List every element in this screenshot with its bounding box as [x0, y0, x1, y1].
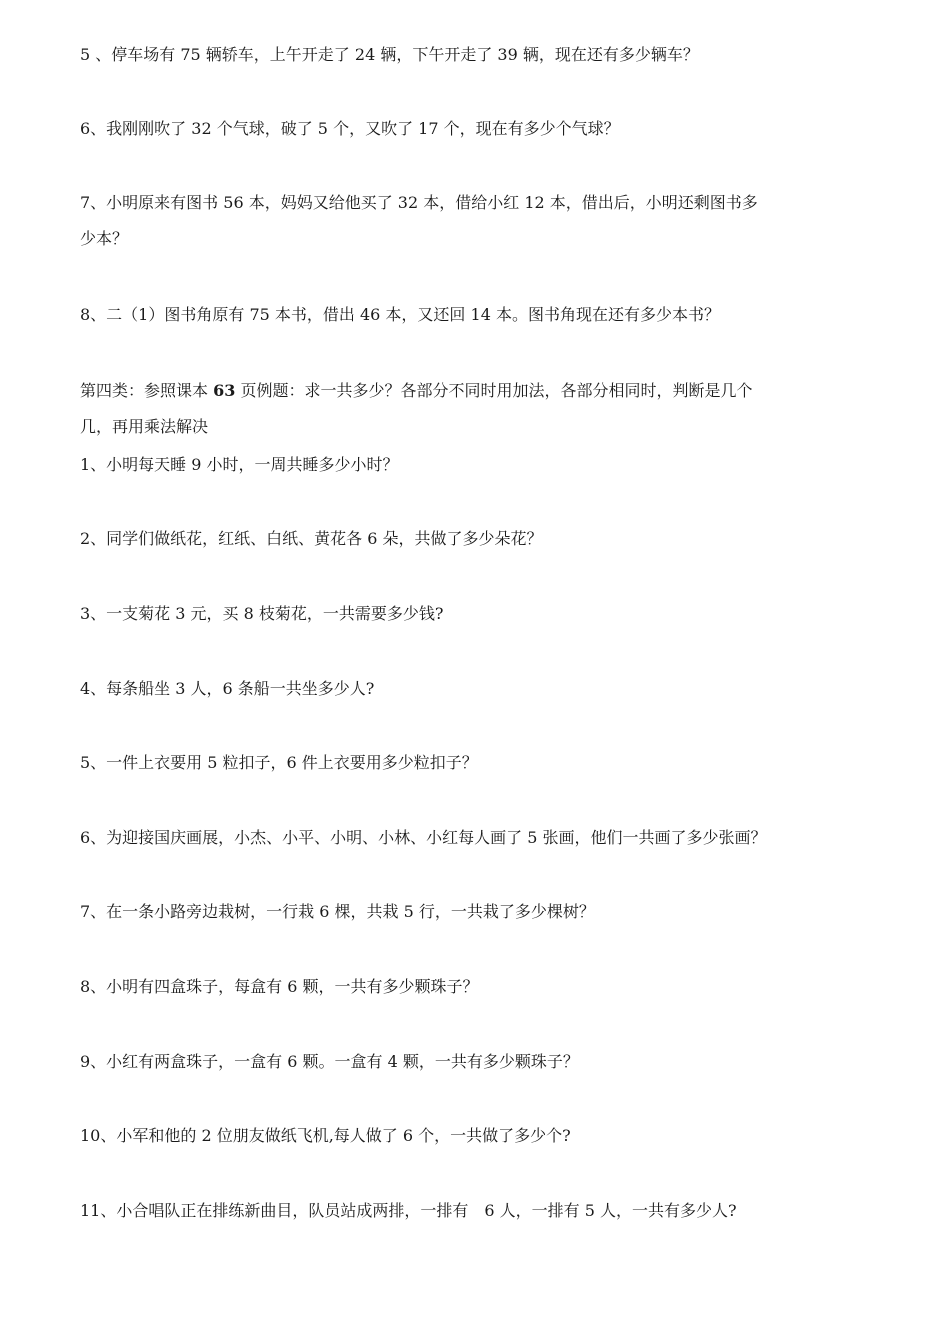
question-4-2: 2、同学们做纸花，红纸、白纸、黄花各 6 朵，共做了多少朵花？: [80, 529, 543, 548]
question-4-6: 6、为迎接国庆画展，小杰、小平、小明、小林、小红每人画了 5 张画，他们一共画了多少张画？: [80, 828, 767, 847]
question-4-3: 3、一支菊花 3 元，买 8 枝菊花，一共需要多少钱?: [80, 604, 444, 623]
section-4-heading-page: 63: [213, 381, 236, 400]
question-4-9: 9、小红有两盒珠子，一盒有 6 颗。一盒有 4 颗，一共有多少颗珠子？: [80, 1052, 579, 1071]
question-3-8: 8、二（1）图书角原有 75 本书，借出 46 本，又还回 14 本。图书角现在还有多少本书？: [80, 305, 720, 324]
question-4-1: 1、小明每天睡 9 小时，一周共睡多少小时？: [80, 455, 399, 474]
question-4-8: 8、小明有四盒珠子，每盒有 6 颗，一共有多少颗珠子？: [80, 977, 479, 996]
question-4-7: 7、在一条小路旁边栽树，一行栽 6 棵，共栽 5 行，一共栽了多少棵树？: [80, 902, 595, 921]
section-4-heading: [80, 378, 880, 404]
question-4-11: 11、小合唱队正在排练新曲目，队员站成两排，一排有 6 人，一排有 5 人，一共有多少人?: [80, 1201, 737, 1220]
section-4-heading-line2: 几，再用乘法解决: [80, 417, 209, 436]
question-4-4: 4、每条船坐 3 人，6 条船一共坐多少人?: [80, 679, 375, 698]
question-3-6: 6、我刚刚吹了 32 个气球，破了 5 个，又吹了 17 个，现在有多少个气球？: [80, 119, 620, 138]
question-3-7-line1: 7、小明原来有图书 56 本，妈妈又给他买了 32 本，借给小红 12 本，借出后，小明还剩图书多: [80, 193, 758, 212]
question-4-10: 10、小军和他的 2 位朋友做纸飞机,每人做了 6 个，一共做了多少个?: [80, 1126, 571, 1145]
section-4-heading-prefix: 第四类：参照课本: [80, 381, 214, 400]
question-4-5: 5、一件上衣要用 5 粒扣子，6 件上衣要用多少粒扣子？: [80, 753, 478, 772]
question-3-7-line2: 少本？: [80, 229, 129, 248]
question-3-5: 5 、停车场有 75 辆轿车，上午开走了 24 辆，下午开走了 39 辆，现在还有多少辆车？: [80, 45, 699, 64]
section-4-heading-suffix: 页例题：求一共多少？各部分不同时用加法，各部分相同时，判断是几个: [235, 381, 753, 400]
